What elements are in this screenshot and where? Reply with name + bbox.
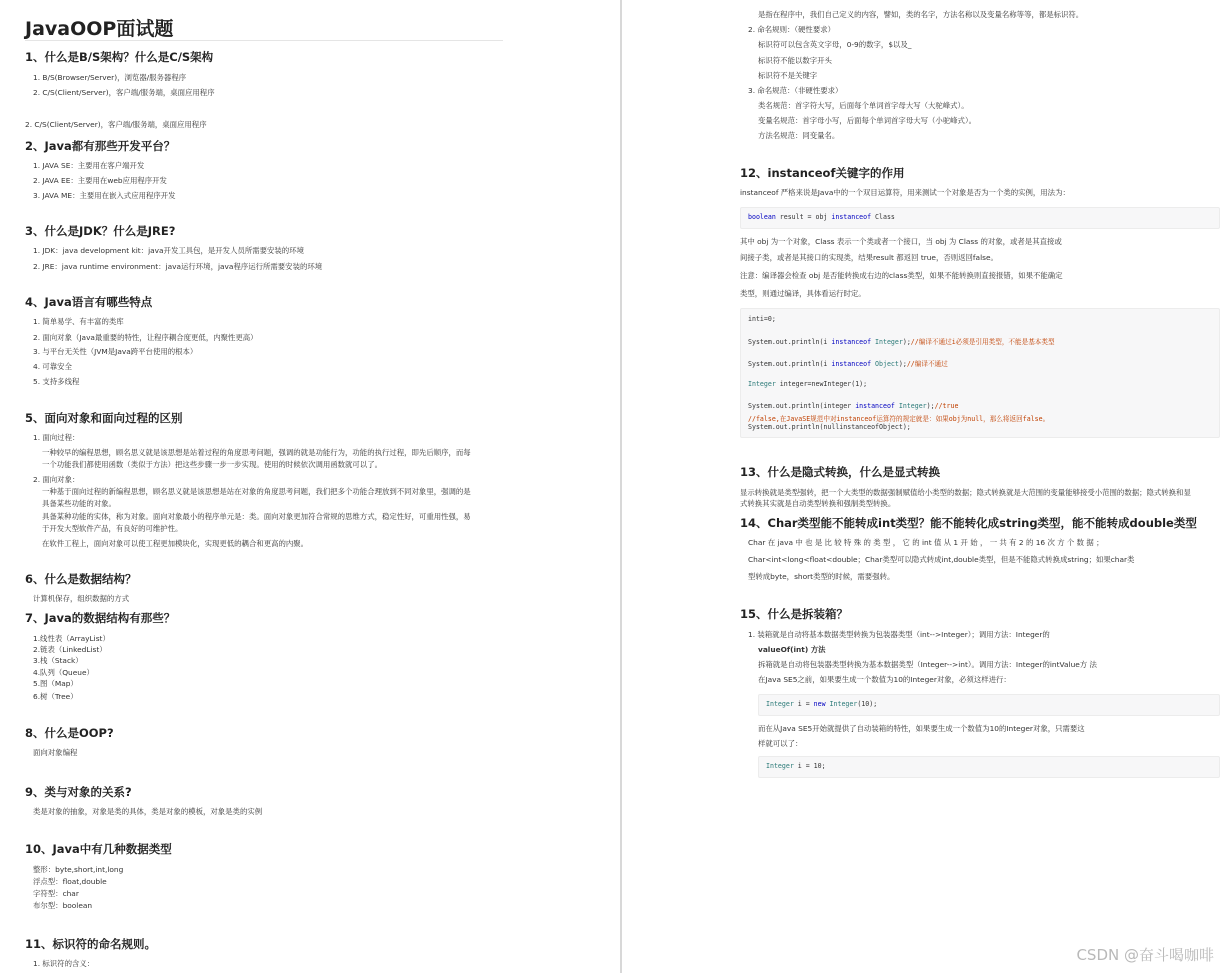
code-token: i = 10;: [793, 762, 826, 770]
list-item: 1. 装箱就是自动将基本数据类型转换为包装器类型（int-->Integer）；调用方法：Integer的: [748, 630, 1050, 639]
code-token: System.out.println(i: [748, 338, 832, 346]
paragraph: 注意：编译器会检查 obj 是否能转换成右边的class类型，如果不能转换则直接报错，如果不能确定: [740, 271, 1063, 280]
section-5-heading: 5、面向对象和面向过程的区别: [25, 411, 183, 425]
section-1-heading: 1、什么是B/S架构？什么是C/S架构: [25, 50, 214, 64]
paragraph: 在软件工程上，面向对象可以使工程更加模块化，实现更低的耦合和更高的内聚。: [42, 539, 309, 548]
code-comment: //true: [934, 402, 959, 410]
paragraph: 一种较早的编程思想，顾名思义就是该思想是站着过程的角度思考问题，强调的就是功能行为，功能的执行过程，即先后顺序，而每: [42, 448, 471, 457]
paragraph: Char 在 java 中 也 是 比 较 特 殊 的 类 型 ， 它 的 int 值 从 1 开 始 ， 一 共 有 2 的 16 次 方 个 数 据 ；: [748, 538, 1104, 547]
list-item: 2. JRE：java runtime environment：java运行环境，java程序运行所需要安装的环境: [33, 262, 323, 271]
code-token: result = obj: [775, 213, 832, 221]
title-divider: [25, 40, 503, 41]
code-token: instanceof: [831, 360, 872, 368]
code-line: inti=0;: [748, 315, 776, 323]
section-2-heading: 2、Java都有那些开发平台？: [25, 139, 176, 153]
list-item: 2.链表（LinkedList）: [33, 645, 107, 654]
code-token: integer=newInteger(1);: [775, 380, 868, 388]
list-item: 整形：byte,short,int,long: [33, 865, 124, 874]
code-token: (10);: [857, 700, 878, 708]
list-item: 2. 面向对象：: [33, 475, 80, 484]
code-token: boolean: [748, 213, 776, 221]
paragraph: 型转成byte，short类型的时候，需要强转。: [748, 572, 895, 581]
code-token: );: [926, 402, 935, 410]
code-block: [758, 756, 1220, 778]
code-token: Integer: [766, 762, 794, 770]
code-token: Class: [871, 213, 895, 221]
code-token: Integer: [871, 338, 903, 346]
section-9-heading: 9、类与对象的关系?: [25, 785, 132, 799]
paragraph: 计算机保存，组织数据的方式: [33, 594, 130, 603]
list-item: 2. 面向对象（Java最重要的特性，让程序耦合度更低，内聚性更高）: [33, 333, 258, 342]
paragraph: 标识符不是关键字: [758, 71, 818, 80]
list-item: 1. 简单易学、有丰富的类库: [33, 317, 124, 326]
section-10-heading: 10、Java中有几种数据类型: [25, 842, 172, 856]
watermark: CSDN @奋斗喝咖啡: [1076, 946, 1214, 964]
code-line: System.out.println(nullinstanceofObject);: [748, 423, 911, 431]
code-token: Integer: [825, 700, 858, 708]
code-token: Integer: [894, 402, 927, 410]
list-item: 1. B/S(Browser/Server)，浏览器/服务器程序: [33, 73, 187, 82]
list-item: 2. 命名规则：（硬性要求）: [748, 25, 835, 34]
list-item: 浮点型：float,double: [33, 877, 107, 886]
code-comment: //编译不通过i必须是引用类型，不能是基本类型: [910, 338, 1055, 346]
code-token: System.out.println(i: [748, 360, 832, 368]
list-item: 布尔型：boolean: [33, 901, 93, 910]
paragraph: instanceof 严格来说是Java中的一个双目运算符，用来测试一个对象是否为一个类的实例，用法为：: [740, 188, 1070, 197]
code-token: instanceof: [831, 338, 872, 346]
list-item: 1. 标识符的含义：: [33, 959, 95, 968]
section-4-heading: 4、Java语言有哪些特点: [25, 295, 153, 309]
paragraph: 一个功能我们都使用函数（类似于方法）把这些步骤一步一步实现。使用的时候依次调用函数就可以了。: [42, 460, 382, 469]
list-item: 2. C/S(Client/Server)，客户端/服务端，桌面应用程序: [25, 120, 207, 129]
code-line: [766, 700, 877, 708]
paragraph: 类型，则通过编译，具体看运行时定。: [740, 289, 866, 298]
list-item: 6.树（Tree）: [33, 692, 78, 701]
code-line: [748, 336, 1055, 346]
paragraph: valueOf(int) 方法: [758, 645, 826, 654]
list-item: 4. 可靠安全: [33, 362, 72, 371]
list-item: 5. 支持多线程: [33, 377, 80, 386]
paragraph: 而在从Java SE5开始就提供了自动装箱的特性，如果要生成一个数值为10的Integer对象，只需要这: [758, 724, 1085, 733]
section-14-heading: 14、Char类型能不能转成int类型？能不能转化成string类型，能不能转成double类型: [740, 516, 1197, 530]
paragraph: 一种基于面向过程的新编程思想，顾名思义就是该思想是站在对象的角度思考问题，我们把多个功能合理放到不同对象里，强调的是: [42, 487, 471, 496]
paragraph: 标识符不能以数字开头: [758, 56, 832, 65]
right-page: [623, 0, 1228, 973]
code-comment: //编译不通过: [906, 360, 948, 368]
list-item: 2. C/S(Client/Server)，客户端/服务端，桌面应用程序: [33, 88, 215, 97]
paragraph: 于开发大型软件产品，有良好的可维护性。: [42, 524, 183, 533]
page-divider: [620, 0, 622, 973]
list-item: 4.队列（Queue）: [33, 668, 94, 677]
code-token: i =: [793, 700, 814, 708]
section-12-heading: 12、instanceof关键字的作用: [740, 166, 905, 180]
code-token: Integer: [748, 380, 776, 388]
paragraph: 拆箱就是自动将包装器类型转换为基本数据类型（Integer-->int）。调用方法：Integer的intValue方 法: [758, 660, 1097, 669]
paragraph: 具备某些功能的对象。: [42, 499, 116, 508]
paragraph: 方法名规范：同变量名。: [758, 131, 840, 140]
document-title: JavaOOP面试题: [25, 18, 174, 40]
paragraph: Char<int<long<float<double；Char类型可以隐式转成int,double类型，但是不能隐式转换成string；如果char类: [748, 555, 1135, 564]
code-token: Integer: [766, 700, 794, 708]
code-token: );: [898, 360, 907, 368]
code-token: );: [902, 338, 911, 346]
paragraph: 标识符可以包含英文字母，0-9的数字，$以及_: [758, 40, 912, 49]
code-token: instanceof: [855, 402, 895, 410]
paragraph: 是指在程序中，我们自己定义的内容，譬如，类的名字，方法名称以及变量名称等等，都是标识符。: [758, 10, 1084, 19]
code-line: [748, 358, 948, 368]
paragraph: 在Java SE5之前，如果要生成一个数值为10的Integer对象，必须这样进行：: [758, 675, 1011, 684]
paragraph: 类是对象的抽象，对象是类的具体，类是对象的模板，对象是类的实例: [33, 807, 263, 816]
paragraph: 间接子类，或者是其接口的实现类，结果result 都返回 true，否则返回false。: [740, 253, 998, 262]
list-item: 1. 面向过程：: [33, 433, 80, 442]
section-11-heading: 11、标识符的命名规则。: [25, 937, 157, 951]
section-6-heading: 6、什么是数据结构？: [25, 572, 137, 586]
section-15-heading: 15、什么是拆装箱？: [740, 607, 849, 621]
paragraph: 其中 obj 为一个对象，Class 表示一个类或者一个接口，当 obj 为 Class 的对象，或者是其直接或: [740, 237, 1062, 246]
list-item: 3. 命名规范：（非硬性要求）: [748, 86, 843, 95]
code-line: [766, 762, 826, 770]
code-token: Object: [871, 360, 899, 368]
paragraph: 显示转换就是类型强转，把一个大类型的数据强制赋值给小类型的数据；隐式转换就是大范围的变量能够接受小范围的数据；隐式转换和显: [740, 488, 1191, 497]
paragraph: 样就可以了：: [758, 739, 803, 748]
list-item: 3. JAVA ME：主要用在嵌入式应用程序开发: [33, 191, 176, 200]
paragraph: 变量名规范：首字母小写，后面每个单词首字母大写（小驼峰式）。: [758, 116, 977, 125]
paragraph: 类名规范：首字符大写，后面每个单词首字母大写（大驼峰式）。: [758, 101, 969, 110]
section-8-heading: 8、什么是OOP?: [25, 726, 114, 740]
list-item: 1. JAVA SE：主要用在客户端开发: [33, 161, 145, 170]
list-item: 字符型：char: [33, 889, 79, 898]
section-7-heading: 7、Java的数据结构有那些？: [25, 611, 176, 625]
code-line: [748, 213, 895, 221]
list-item: 3.栈（Stack）: [33, 656, 83, 665]
code-line: [748, 380, 867, 388]
section-13-heading: 13、什么是隐式转换，什么是显式转换: [740, 465, 941, 479]
code-token: new: [813, 700, 826, 708]
paragraph: 面向对象编程: [33, 748, 78, 757]
code-line: [748, 402, 958, 410]
section-3-heading: 3、什么是JDK？什么是JRE?: [25, 224, 176, 238]
list-item: 3. 与平台无关性（JVM是Java跨平台使用的根本）: [33, 347, 198, 356]
list-item: 1.线性表（ArrayList）: [33, 634, 110, 643]
code-comment: //false,在JavaSE规范中对instanceof运算符的规定就是：如果obj为null，那么将返回false。: [748, 415, 1050, 423]
list-item: 1. JDK：java development kit：java开发工具包，是开发人员所需要安装的环境: [33, 246, 304, 255]
code-token: instanceof: [831, 213, 872, 221]
paragraph: 式转换其实就是自动类型转换和强制类型转换。: [740, 499, 896, 508]
list-item: 5.图（Map）: [33, 679, 78, 688]
paragraph: 具备某种功能的实体，称为对象。面向对象最小的程序单元是：类。面向对象更加符合常规的思维方式，稳定性好，可重用性强，易: [42, 512, 471, 521]
list-item: 2. JAVA EE：主要用在web应用程序开发: [33, 176, 167, 185]
code-token: System.out.println(integer: [748, 402, 856, 410]
